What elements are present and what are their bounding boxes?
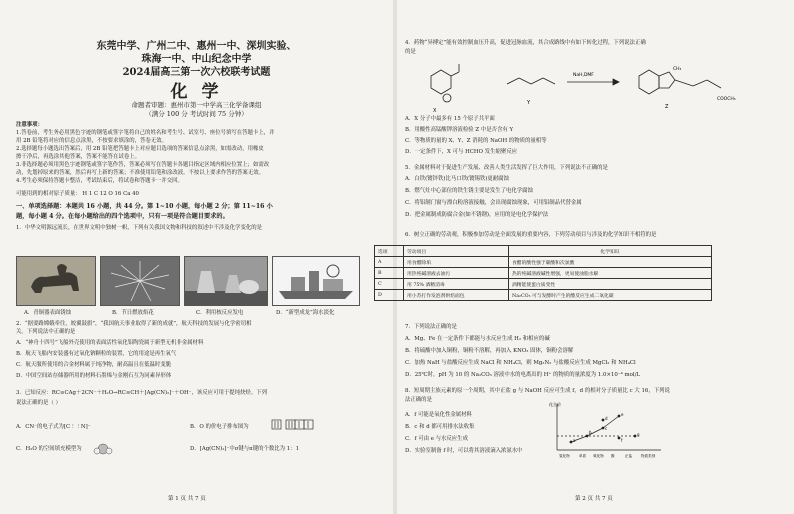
- desalination-ship-icon: [273, 257, 359, 305]
- setter-line: 命题者审题：惠州市第一中学高三化学备课组: [131, 101, 262, 109]
- reaction-scheme-diagram: [417, 60, 787, 116]
- table-cell: Na₂CO₃ 可与发酵时产生的酸反应生成二氧化碳: [509, 290, 712, 301]
- graph-point-label: d: [605, 416, 608, 421]
- q8-option-b: B．c 和 d 都可用排水法收集: [405, 424, 475, 430]
- q3-option-a: A．CN⁻的电子式为[C⋮⋮N]⁻: [16, 424, 91, 430]
- table-cell: 用食醋除垢: [404, 257, 509, 268]
- note-line: 4.考生必须保持答题卡整洁，考试结束后，将试卷和答题卡一并交回。: [16, 178, 183, 184]
- question-4: 的是: [405, 49, 416, 55]
- q4-option-b: B．用酸性高锰酸钾溶液检验 Z 中是否含有 Y: [405, 127, 514, 133]
- graph-x-label: 氧化物: [593, 454, 604, 458]
- note-line: 1.答卷前，考生务必用黑色字迹的钢笔或签字笔将自己的姓名和考生号、试室号、座位号填写在答题卡上，并: [16, 130, 275, 136]
- q5-option-d: D．把金属制成防腐合金(如不锈钢)，应用的是电化学保护法: [405, 212, 549, 218]
- question-8: 8．短周期主族元素的原一个周期，其中正盐 g 与 NaOH 反应可生成 f，d 的相对分子质量比 c 大 16，下列说: [405, 388, 670, 394]
- question-2: 关。下列说法中正确的是: [16, 329, 76, 335]
- table-row: [375, 268, 712, 279]
- atomic-masses: 可能用到的相对原子质量： H 1 C 12 O 16 Ca 40: [16, 191, 139, 197]
- q1-option-c: C．利用核反应发电: [196, 310, 244, 316]
- notes-title: 注意事项：: [16, 122, 43, 128]
- score-time-line: （满分 100 分 考试时间 75 分钟）: [145, 110, 248, 118]
- table-cell: 热的纯碱溶液碱性增强，更易使油脂水解: [509, 268, 712, 279]
- question-6: 6．树立正确的劳动观，积极参加劳动是全面发展的重要内容，下列劳动项目与涉及的化学知识不相符的是: [405, 232, 657, 238]
- exam-page-2: [378, 0, 794, 514]
- q8-option-d: D．实验室制备 f 时，可以将其溶液滴入浓氨水中: [405, 448, 523, 454]
- bronze-vessel-image: [16, 256, 96, 306]
- note-line: 用 2B 铅笔将对应的信息点涂黑，不按要求填涂的，答卷无效。: [16, 138, 167, 144]
- note-line: 3.非选择题必须用黑色字迹钢笔或签字笔作答，答案必须写在答题卡各题目指定区域内相应位置上；如需改: [16, 162, 270, 168]
- graph-x-label: 物质类别: [641, 454, 656, 458]
- q5-option-c: C．将铝制门窗与漂白粉溶液接触，会出现腐蚀现象，可用铝制品代替金属: [405, 200, 582, 206]
- compound-x-label: X: [433, 108, 437, 114]
- graph-point-label: b: [589, 430, 592, 435]
- q3-option-b: B．O 的价电子排布图为: [190, 424, 249, 430]
- q8-option-c: C．f 可由 e 与水反应生成: [405, 436, 468, 442]
- nuclear-plant-image: [184, 256, 268, 306]
- graph-x-label: 正盐: [625, 454, 633, 458]
- note-line: 动，先划掉原来的答案，然后再写上新的答案；不准使用铅笔和涂改液。不按以上要求作答的答案无效。: [16, 170, 264, 176]
- q2-option-b: B．航天飞船内安装盛有过氧化钠颗粒的装置，它的用途是再生氧气: [16, 351, 177, 357]
- note-line: 2.选择题每小题选出答案后，用 2B 铅笔把答题卡上对应题目选项的答案信息点涂黑，如需改动，用橡皮: [16, 146, 264, 152]
- table-row: [375, 257, 712, 268]
- q2-option-c: C．航天服所使用的合金材料属于纯净物，耐高温且在低温时变脆: [16, 362, 172, 368]
- q3-option-d: D．[Ag(CN)₂]⁻中σ键与π键的个数比为 1：1: [190, 446, 300, 452]
- note-line: 擦干净后，再选涂其他答案，答案不能答在试卷上。: [16, 154, 140, 160]
- q5-option-b: B．燃气灶中心部位的铁生锈主要是发生了电化学腐蚀: [405, 188, 533, 194]
- table-cell: 用 75% 酒精消毒: [404, 279, 509, 290]
- q7-option-c: C．加热 NaH 与盐酸反应生成 NaCl 和 NH₄Cl，则 Mg₃N₂ 与盐酸反应生成 MgCl₂ 和 NH₄Cl: [405, 360, 636, 366]
- q4-option-c: C．等物质的量的 X、Y、Z 消耗的 NaOH 的物质的量相等: [405, 138, 547, 144]
- exam-header-line-2: 珠海一中、中山纪念中学: [141, 54, 252, 65]
- question-8: 法正确的是: [405, 397, 432, 403]
- question-5: 5．金属材料对于促进生产发展、改善人类生活发挥了巨大作用，下列说法不正确的是: [405, 165, 608, 171]
- question-3: 说法正确的是（ ）: [16, 400, 61, 406]
- graph-x-label: 酸: [611, 454, 615, 458]
- subject-title: 化 学: [170, 82, 223, 102]
- graph-x-label: 单质: [579, 454, 587, 458]
- table-cell: C: [375, 279, 404, 290]
- labor-knowledge-table: [374, 245, 712, 301]
- table-cell: A: [375, 257, 404, 268]
- q1-option-b: B．节日燃放焰花: [112, 310, 154, 316]
- graph-point-label: a: [573, 438, 576, 443]
- q8-option-a: A．f 可能是氧化性金属材料: [405, 412, 472, 418]
- q1-option-a: A．青铜器表面锈蚀: [24, 310, 72, 316]
- section-1-heading: 一、单项选择题：本题共 16 小题，共 44 分。第 1~10 小题，每小题 2 分；第 11~16 小: [16, 203, 273, 210]
- reagent-label: NaH,DMF: [573, 73, 594, 78]
- question-2: 2．“据要路嫦娥牵往，皎翼鼓旗”，“我国航天事业取得了新的成就”，航天科技的发展与化学密切相: [16, 321, 252, 327]
- exam-header-line-3: 2024届高三第一次六校联考试题: [122, 67, 271, 78]
- question-3: 3．已知反应：RC≡CAg＋2CN⁻＋H₂O→RC≡CH＋[Ag(CN)₂]⁻＋OH⁻，该反应可用于提纯炔烃。下列: [16, 390, 267, 396]
- q2-option-a: A．“神舟十四号”飞船外壳使用的表面活性氧化铝陶瓷属于新型无机非金属材料: [16, 340, 204, 346]
- table-header-cell: 选项: [375, 246, 404, 257]
- fireworks-icon: [101, 257, 179, 305]
- valence-category-graph: [547, 400, 667, 462]
- table-cell: 食醋的酸性强于碳酸和次氯酸: [509, 257, 712, 268]
- q7-option-d: D．25℃时，pH 为 10 的 Na₂CO₃ 溶液中水的电离出的 H⁺ 的物质的量浓度为 1.0×10⁻⁴ mol/L: [405, 372, 641, 378]
- table-cell: 用热纯碱溶液去油污: [404, 268, 509, 279]
- q7-option-b: B．将硫酸中加入铜粉，铜粉不溶解，再加入 KNO₃ 固体，铜粉会溶解: [405, 348, 574, 354]
- page-footer: 第 2 页 共 7 页: [575, 496, 613, 502]
- q3-option-c: C．H₂O 的空间填充模型为: [16, 446, 82, 452]
- table-cell: D: [375, 290, 404, 301]
- compound-z-label: Z: [665, 104, 669, 110]
- question-1: 1．中华文明源远流长，在世界文明中独树一帜，下列有关我国文物和科技的叙述中不涉及化学变化的是: [16, 225, 263, 231]
- bronze-vessel-icon: [17, 257, 95, 305]
- table-cell: B: [375, 268, 404, 279]
- graph-y-label: 化合价: [549, 402, 561, 407]
- graph-x-label: 氢化物: [559, 454, 570, 458]
- ester-label: COOCH₃: [717, 97, 736, 102]
- q5-option-a: A．白铁(镀锌铁)比马口铁(镀锡铁)更耐腐蚀: [405, 176, 509, 182]
- table-cell: 用小苏打作发泡剂烘焙面包: [404, 290, 509, 301]
- table-cell: 酒精能使蛋白质变性: [509, 279, 712, 290]
- q4-option-a: A．X 分子中最多有 15 个原子共平面: [405, 116, 495, 122]
- question-4: 4．药物“异搏定”能有效控制血压升高，促进冠脉血流，其合成路线中有如下转化过程，下列说法正确: [405, 40, 646, 46]
- table-header-cell: 化学知识: [509, 246, 712, 257]
- section-1-heading: 题，每小题 4 分。在每小题给出的四个选项中，只有一项是符合题目要求的。: [16, 213, 229, 220]
- table-row: [375, 279, 712, 290]
- water-molecule-model-icon: [92, 441, 114, 455]
- orbital-diagram-icon: [270, 416, 330, 432]
- q1-option-d: D．“新型成龙”海水淡化: [276, 310, 335, 316]
- graph-point-label: c: [605, 426, 608, 431]
- exam-header-line-1: 东莞中学、广州二中、惠州一中、深圳实验、: [96, 41, 297, 52]
- table-header-cell: 劳动项目: [404, 246, 509, 257]
- table-row: [375, 290, 712, 301]
- graph-point-label: f: [621, 438, 623, 443]
- page-footer: 第 1 页 共 7 页: [168, 496, 206, 502]
- graph-point-label: e: [621, 412, 624, 417]
- question-7: 7．下列说法正确的是: [405, 324, 457, 330]
- graph-point-label: g: [637, 432, 640, 437]
- fireworks-image: [100, 256, 180, 306]
- q4-option-d: D．一定条件下，X 可与 HCHO 发生缩聚反应: [405, 149, 518, 155]
- desalination-diagram-image: [272, 256, 360, 306]
- methyl-label: CH₃: [673, 67, 682, 72]
- exam-page-1: [0, 0, 393, 514]
- q2-option-d: D．中国空间站存储器所用的材料石墨烯与金刚石互为同素异形体: [16, 373, 172, 379]
- compound-y-label: Y: [527, 100, 531, 106]
- table-header-row: [375, 246, 712, 257]
- q7-option-a: A．Mg、Fe 在一定条件下都能与水反应生成 H₂ 和相应的碱: [405, 336, 550, 342]
- nuclear-plant-icon: [185, 257, 267, 305]
